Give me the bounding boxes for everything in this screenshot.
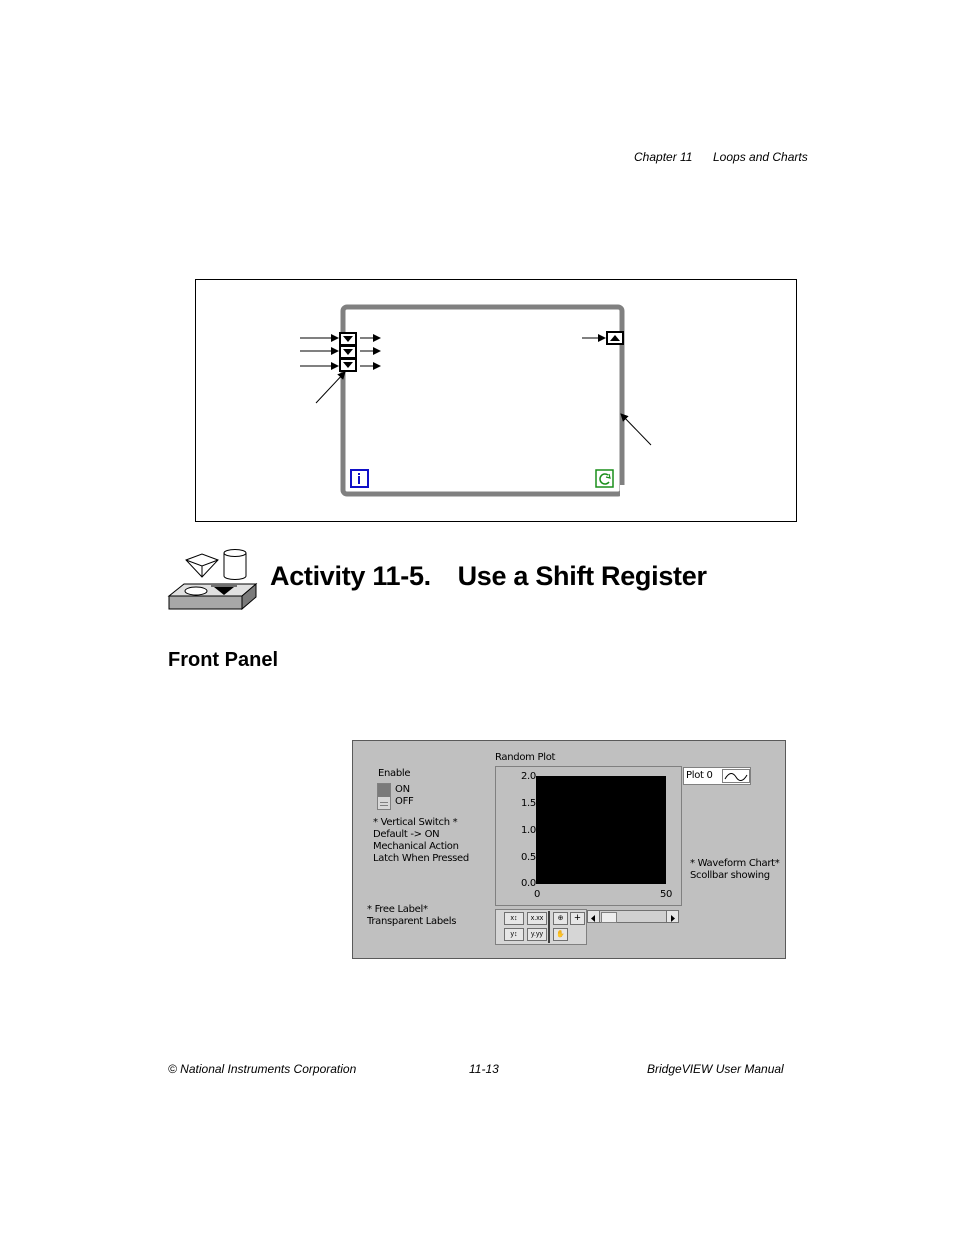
x-autoscale-button[interactable]: x↕	[504, 912, 524, 925]
plot-style-icon	[722, 769, 750, 783]
y-tick: 1.0	[520, 825, 536, 836]
y-autoscale-button[interactable]: y↕	[504, 928, 524, 941]
while-loop-diagram	[195, 279, 797, 522]
right-shift-register	[607, 332, 623, 344]
section-label: Loops and Charts	[713, 150, 808, 164]
chart-note: * Waveform Chart* Scollbar showing	[690, 858, 780, 881]
plot-legend[interactable]	[683, 767, 751, 785]
while-loop-svg	[196, 280, 798, 523]
chart-title: Random Plot	[495, 752, 556, 763]
left-shift-register	[340, 333, 356, 371]
front-panel-heading: Front Panel	[168, 649, 279, 671]
y-tick: 0.5	[520, 852, 536, 863]
x-tick: 0	[534, 889, 541, 900]
activity-title: Activity 11-5. Use a Shift Register	[270, 561, 707, 591]
switch-off-label: OFF	[395, 796, 414, 807]
free-label-note: * Free Label* Transparent Labels	[367, 904, 457, 927]
y-tick: 0.0	[520, 878, 536, 889]
footer-page-number: 11-13	[469, 1062, 499, 1076]
chart-palette	[495, 909, 587, 945]
x-format-button[interactable]: x.xx	[527, 912, 547, 925]
front-panel	[352, 740, 786, 959]
loop-frame	[343, 307, 622, 494]
scroll-left-arrow-icon[interactable]	[588, 911, 600, 922]
legend-label: Plot 0	[686, 770, 713, 781]
waveform-chart	[495, 766, 682, 906]
scroll-right-arrow-icon[interactable]	[666, 911, 678, 922]
y-tick: 1.5	[520, 798, 536, 809]
condition-terminal-icon	[596, 470, 613, 487]
enable-label: Enable	[378, 768, 411, 779]
iteration-terminal-icon	[351, 470, 368, 487]
scroll-thumb[interactable]	[601, 912, 617, 923]
footer-manual-title: BridgeVIEW User Manual	[647, 1062, 784, 1076]
footer-copyright: © National Instruments Corporation	[168, 1062, 357, 1076]
y-format-button[interactable]: y.yy	[527, 928, 547, 941]
chart-plot-area	[536, 776, 666, 884]
x-tick: 50	[660, 889, 673, 900]
chapter-label: Chapter 11	[634, 150, 693, 164]
switch-on-label: ON	[395, 784, 410, 795]
zoom-icon[interactable]: ⊕	[553, 912, 568, 925]
y-tick: 2.0	[520, 771, 536, 782]
crosshair-icon[interactable]: +	[570, 912, 585, 925]
chart-scrollbar[interactable]	[587, 910, 679, 923]
pan-hand-icon[interactable]: ✋	[553, 928, 568, 941]
enable-vertical-switch[interactable]	[377, 783, 391, 810]
activity-icon	[166, 548, 262, 610]
switch-note: * Vertical Switch * Default -> ON Mechanical Action Latch When Pressed	[373, 817, 469, 864]
